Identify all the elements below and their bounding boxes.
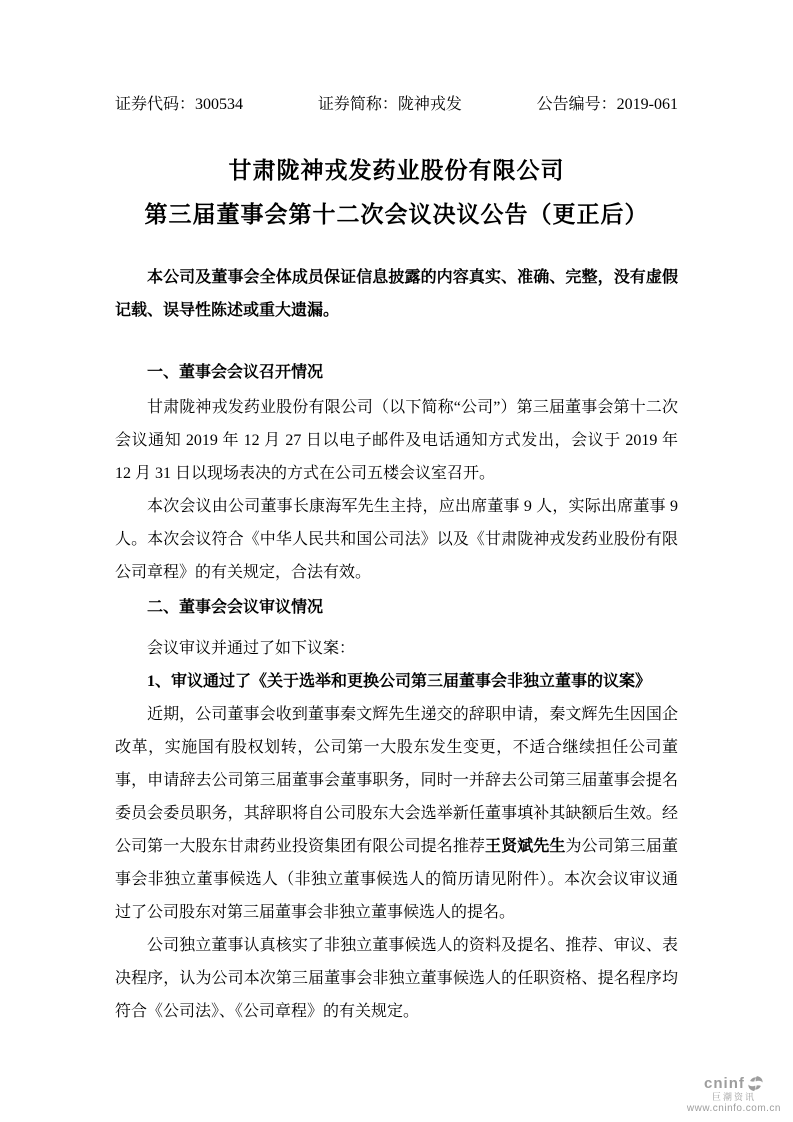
stock-code: 证券代码：300534	[115, 96, 244, 113]
section1-paragraph-2: 本次会议由公司董事长康海军先生主持，应出席董事 9 人，实际出席董事 9 人。本次会议符合《中华人民共和国公司法》以及《甘肃陇神戎发药业股份有限公司章程》的有关规定，合法有效。	[115, 498, 678, 581]
section2-intro: 会议审议并通过了如下议案：	[147, 640, 356, 657]
resolution-item-1-heading: 1、审议通过了《关于选举和更换公司第三届董事会非独立董事的议案》	[147, 673, 652, 690]
section2-heading: 二、董事会会议审议情况	[147, 599, 324, 616]
section1-heading: 一、董事会会议召开情况	[147, 364, 324, 381]
resolution-item-1-paragraph	[115, 698, 678, 929]
title-meeting-resolution: 第三届董事会第十二次会议决议公告（更正后）	[144, 202, 649, 227]
cninfo-swirl-icon	[747, 1075, 764, 1092]
watermark-brand-row	[687, 1075, 781, 1092]
title-company-name: 甘肃陇神戎发药业股份有限公司	[228, 158, 565, 183]
disclaimer-statement: 本公司及董事会全体成员保证信息披露的内容真实、准确、完整，没有虚假记载、误导性陈述或重大遗漏。	[115, 269, 678, 319]
nominee-name-bold: 王贤斌先生	[485, 838, 566, 855]
section1-paragraph-1: 甘肃陇神戎发药业股份有限公司（以下简称“公司”）第三届董事会第十二次会议通知 2019 年 12 月 27 日以电子邮件及电话通知方式发出，会议于 2019 年 12 月 31 日以现场表决的方式在公司五楼会议室召开。	[115, 399, 678, 482]
cninfo-url: www.cninfo.com.cn	[686, 1102, 781, 1114]
resolution-text-before: 近期，公司董事会收到董事秦文辉先生递交的辞职申请，秦文辉先生因国企改革，实施国有股权划转，公司第一大股东发生变更，不适合继续担任公司董事，申请辞去公司第三届董事会董事职务，同时一并辞去公司第三届董事会提名委员会委员职务，其辞职将自公司股东大会选举新任董事填补其缺额后生效。经公司第一大股东甘肃药业投资集团有限公司提名推荐	[115, 706, 678, 855]
cninfo-chinese-name: 巨潮资讯	[711, 1092, 756, 1103]
document-header	[115, 95, 678, 115]
independent-directors-paragraph: 公司独立董事认真核实了非独立董事候选人的资料及提名、推荐、审议、表决程序，认为公司本次第三届董事会非独立董事候选人的任职资格、提名程序均符合《公司法》、《公司章程》的有关规定。	[115, 937, 678, 1020]
announcement-number: 公告编号：2019-061	[536, 96, 678, 113]
cninfo-brand-text: cninf	[704, 1074, 745, 1092]
watermark	[687, 1075, 781, 1114]
resolution-text-after: 为公司第三届董事会非独立董事候选人（非独立董事候选人的简历请见附件）。本次会议审议通过了公司股东对第三届董事会非独立董事候选人的提名。	[115, 838, 678, 921]
stock-abbreviation: 证券简称：陇神戎发	[317, 96, 462, 113]
document-title	[115, 149, 678, 237]
